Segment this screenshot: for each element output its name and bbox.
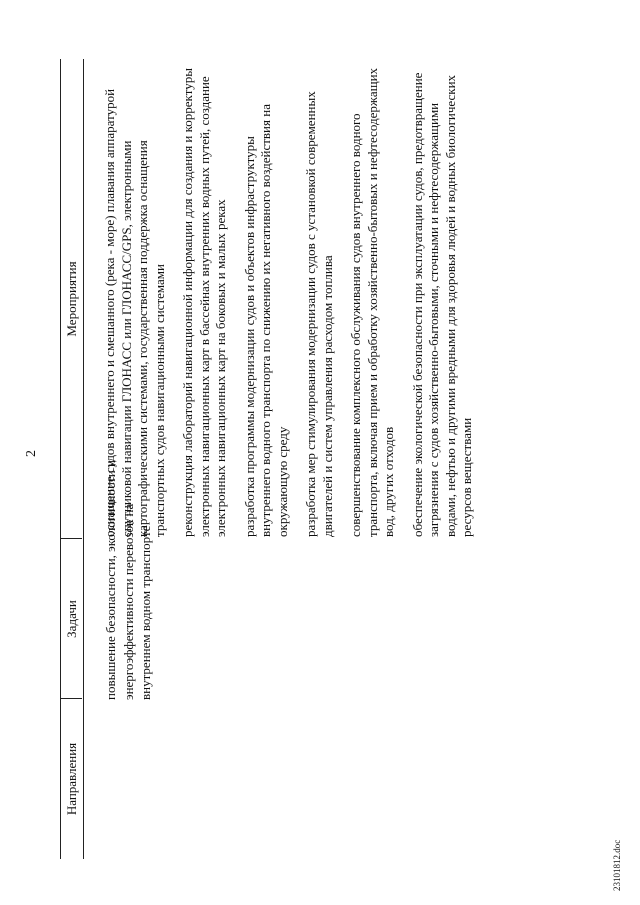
measure-item: реконструкция лабораторий навигационной информации для создания и корректуры электронных навигационных карт в бассейнах внутренних водных путей, создание электронных навигационных карт на боковых и малых реках xyxy=(180,68,228,537)
measure-item: обеспечение экологической безопасности при эксплуатации судов, предотвращение загрязнения с судов хозяйственно-бытовыми, сточными и нефтесодержащими водами, нефтью и другими вредными для здоровья людей и водных биологических ресурсов веществами xyxy=(409,72,474,537)
header-tasks: Задачи xyxy=(64,600,79,638)
page-number: 2 xyxy=(24,450,39,457)
measure-item: разработка мер стимулирования модернизации судов с установкой современных двигателей и систем управления расходом топлива xyxy=(303,91,335,537)
measures-list xyxy=(102,67,488,537)
task-text: повышение безопасности, экологичности и энергоэффективности перевозок на внутреннем водном транспорте xyxy=(103,460,153,700)
header-divider-2 xyxy=(60,538,82,539)
header-measures: Мероприятия xyxy=(64,261,79,337)
measure-item: разработка программы модернизации судов и объектов инфраструктуры внутреннего водного транспорта по снижению их негативного воздействия на окружающую среду xyxy=(241,104,290,537)
table-header xyxy=(60,59,84,859)
measure-item: оснащение судов внутреннего и смешанного (река - море) плавания аппаратурой спутниковой навигации ГЛОНАСС или ГЛОНАСС/GPS, электронными картографическими системами, государственная поддержка оснащения транспортных судов навигационными системами xyxy=(102,88,167,537)
header-directions: Направления xyxy=(64,742,79,816)
doc-footer: 23101812.doc xyxy=(612,839,622,891)
measure-item: совершенствование комплексного обслуживания судов внутреннего водного транспорта, включая прием и обработку хозяйственно-бытовых и нефтесодержащих вод, других отходов xyxy=(348,67,396,537)
header-divider-1 xyxy=(60,698,82,699)
